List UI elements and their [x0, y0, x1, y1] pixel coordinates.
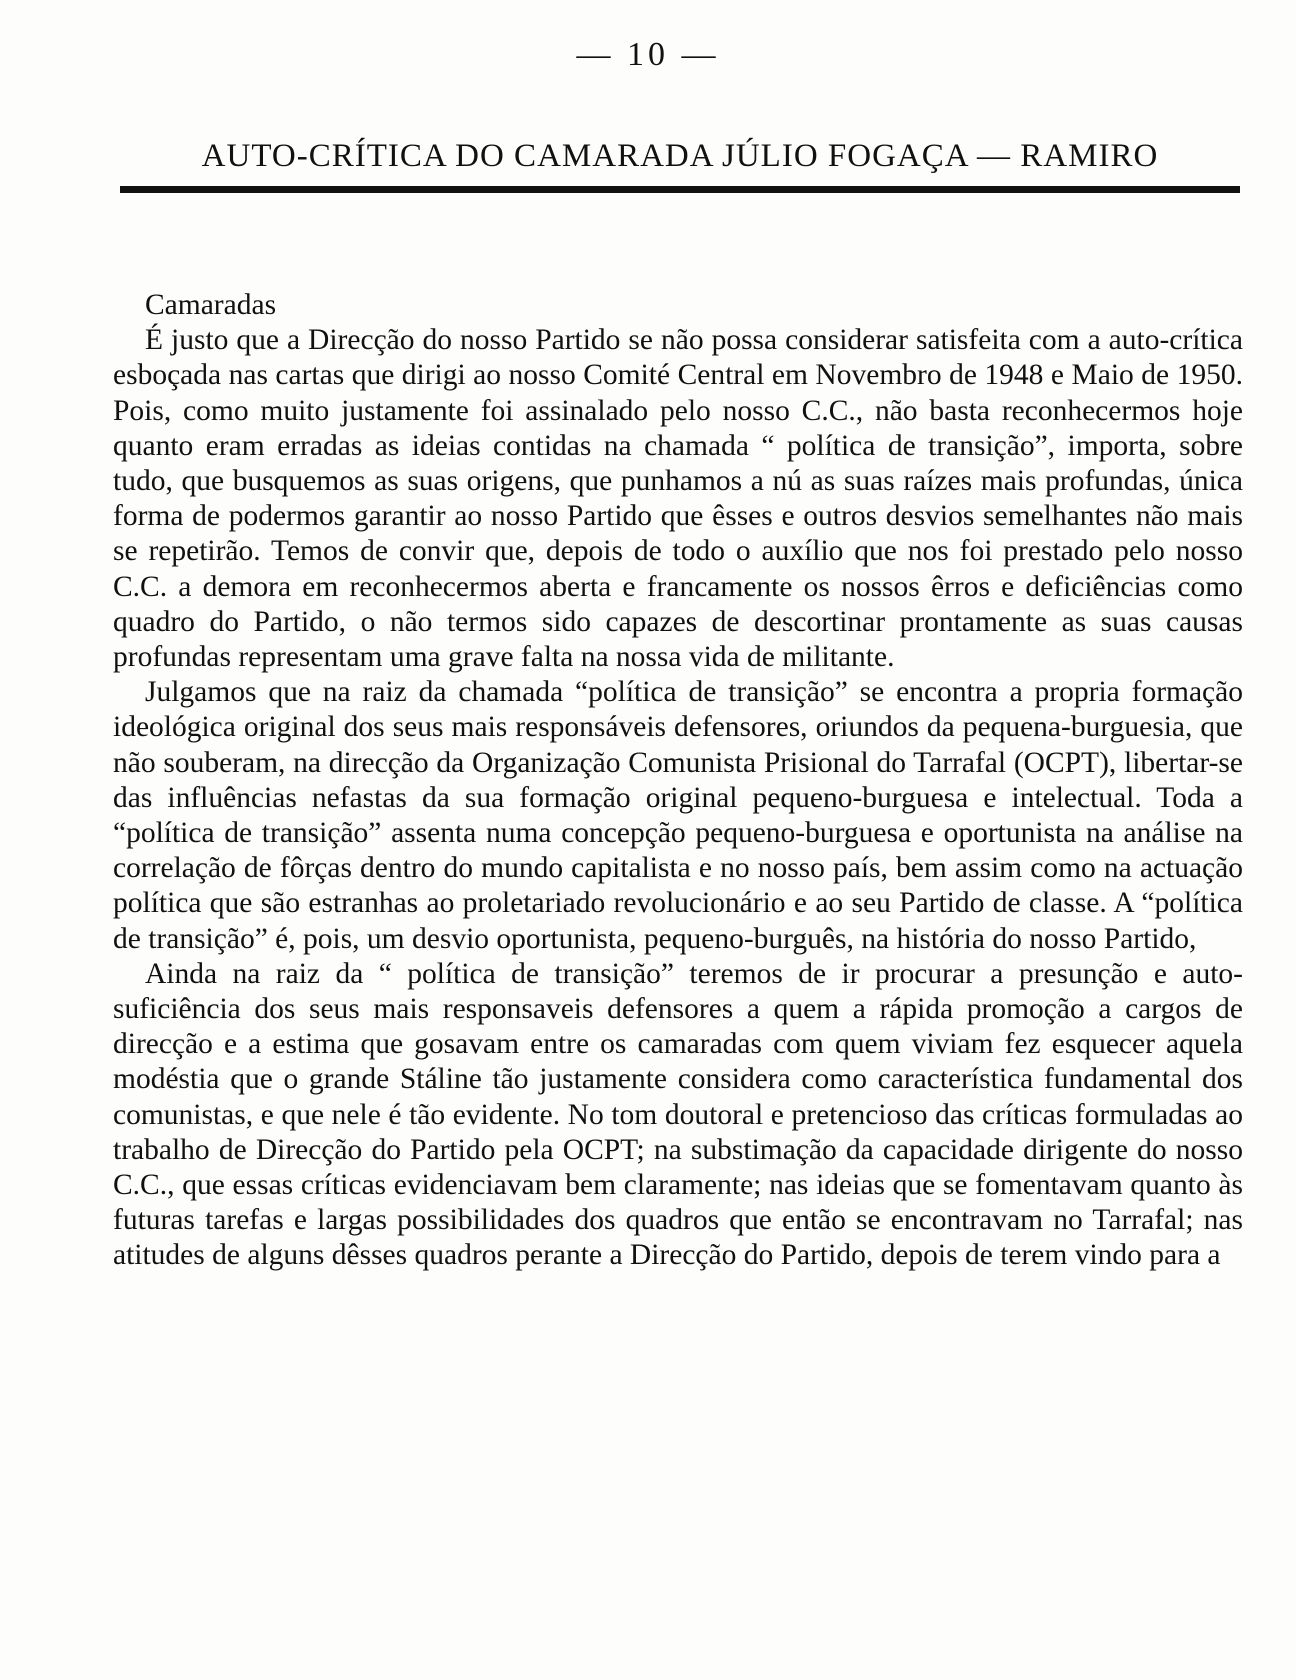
title-underline — [120, 186, 1240, 193]
paragraph-1: É justo que a Direcção do nosso Partido se não possa considerar satisfeita com a auto-crítica esboçada nas cartas que dirigi ao nosso Comité Central em Novembro de 1948 e Maio de 1950. Pois, como muito justamente foi assinalado pelo nosso C.C., não basta reconhecermos hoje quanto eram erradas as ideias contidas na chamada “ política de transição”, importa, sobre tudo, que busquemos as suas origens, que punhamos a nú as suas raízes mais profundas, única forma de podermos garantir ao nosso Partido que êsses e outros desvios semelhantes não mais se repetirão. Temos de convir que, depois de todo o auxílio que nos foi prestado pelo nosso C.C. a demora em reconhecermos aberta e francamente os nossos êrros e deficiências como quadro do Partido, o não termos sido capazes de descortinar prontamente as suas causas profundas representam uma grave falta na nossa vida de militante. — [113, 324, 1243, 674]
paragraph-2: Julgamos que na raiz da chamada “política de transição” se encontra a propria formação ideológica original dos seus mais responsáveis defensores, oriundos da pequena-burguesia, que não souberam, na direcção da Organização Comunista Prisional do Tarrafal (OCPT), libertar-se das influências nefastas da sua formação original pequeno-burguesa e intelectual. Toda a “política de transição” assenta numa concepção pequeno-burguesa e oportunista na análise na correlação de fôrças dentro do mundo capitalista e no nosso país, bem assim como na actuação política que são estranhas ao proletariado revolucionário e ao seu Partido de classe. A “política de transição” é, pois, um desvio oportunista, pequeno-burguês, na história do nosso Partido, — [113, 676, 1243, 955]
page-number: — 10 — — [576, 36, 720, 73]
document-title: AUTO-CRÍTICA DO CAMARADA JÚLIO FOGAÇA — RAMIRO — [201, 138, 1159, 174]
body-text — [113, 288, 1243, 1274]
paragraph-3: Ainda na raiz da “ política de transição” teremos de ir procurar a presunção e auto-suficiência dos seus mais responsaveis defensores a quem a rápida promoção a cargos de direcção e a estima que gosavam entre os camaradas com quem viviam fez esquecer aquela modéstia que o grande Stáline tão justamente considera como característica fundamental dos comunistas, e que nele é tão evidente. No tom doutoral e pretencioso das críticas formuladas ao trabalho de Direcção do Partido pela OCPT; na substimação da capacidade dirigente do nosso C.C., que essas críticas evidenciavam bem claramente; nas ideias que se fomentavam quanto às futuras tarefas e largas possibilidades dos quadros que então se encontravam no Tarrafal; nas atitudes de alguns dêsses quadros perante a Direcção do Partido, depois de terem vindo para a — [113, 957, 1243, 1272]
salutation: Camaradas — [145, 289, 277, 321]
